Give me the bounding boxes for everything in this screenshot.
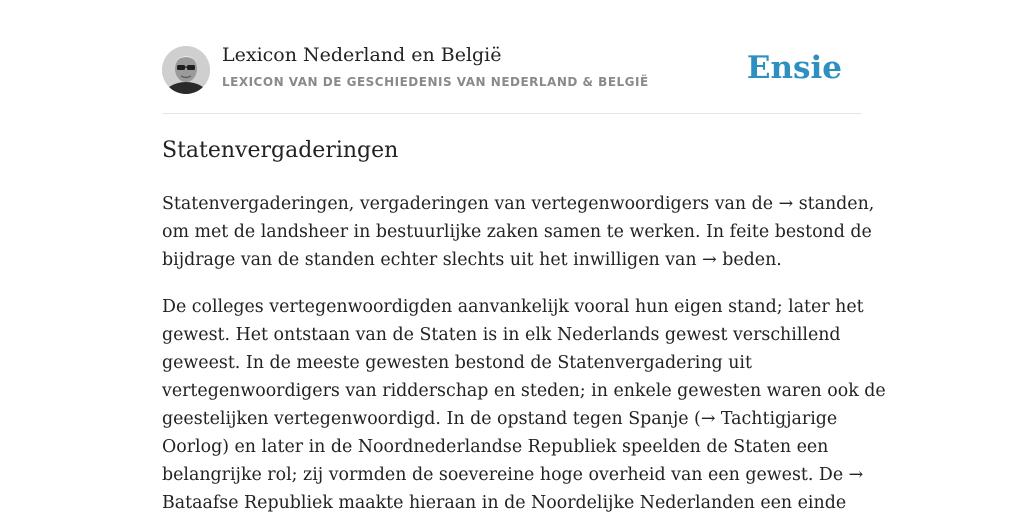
paragraph-line: vertegenwoordigers van ridderschap en steden; in enkele gewesten waren ook de bbox=[162, 381, 886, 401]
paragraph-line: Bataafse Republiek maakte hieraan in de Noordelijke Nederlanden een einde bbox=[162, 493, 847, 512]
paragraph-line: gewest. Het ontstaan van de Staten is in elk Nederlands gewest verschillend bbox=[162, 325, 841, 345]
lexicon-subtitle: LEXICON VAN DE GESCHIEDENIS VAN NEDERLAND & BELGIË bbox=[222, 75, 649, 89]
paragraph-line: belangrijke rol; zij vormden de soevereine hoge overheid van een gewest. De → bbox=[162, 465, 864, 485]
ensie-logo-link[interactable]: Ensie bbox=[746, 50, 842, 86]
author-avatar[interactable] bbox=[162, 46, 210, 94]
paragraph-line: bijdrage van de standen echter slechts uit het inwilligen van → beden. bbox=[162, 250, 782, 270]
article-body bbox=[162, 190, 886, 512]
paragraph-line: geestelijken vertegenwoordigd. In de opstand tegen Spanje (→ Tachtigjarige bbox=[162, 409, 838, 429]
paragraph-line: om met de landsheer in bestuurlijke zaken samen te werken. In feite bestond de bbox=[162, 222, 872, 242]
lexicon-name-link[interactable]: Lexicon Nederland en België bbox=[222, 44, 502, 66]
paragraph-2 bbox=[162, 293, 886, 512]
paragraph-1 bbox=[162, 190, 875, 274]
content-container bbox=[162, 0, 886, 512]
paragraph-line: Statenvergaderingen, vergaderingen van vertegenwoordigers van de → standen, bbox=[162, 194, 875, 214]
avatar-portrait-icon bbox=[162, 46, 210, 94]
header bbox=[162, 0, 862, 114]
paragraph-line: Oorlog) en later in de Noordnederlandse Republiek speelden de Staten een bbox=[162, 437, 829, 457]
article-title: Statenvergaderingen bbox=[162, 138, 399, 163]
paragraph-line: geweest. In de meeste gewesten bestond de Statenvergadering uit bbox=[162, 353, 752, 373]
paragraph-line: De colleges vertegenwoordigden aanvankelijk vooral hun eigen stand; later het bbox=[162, 297, 864, 317]
